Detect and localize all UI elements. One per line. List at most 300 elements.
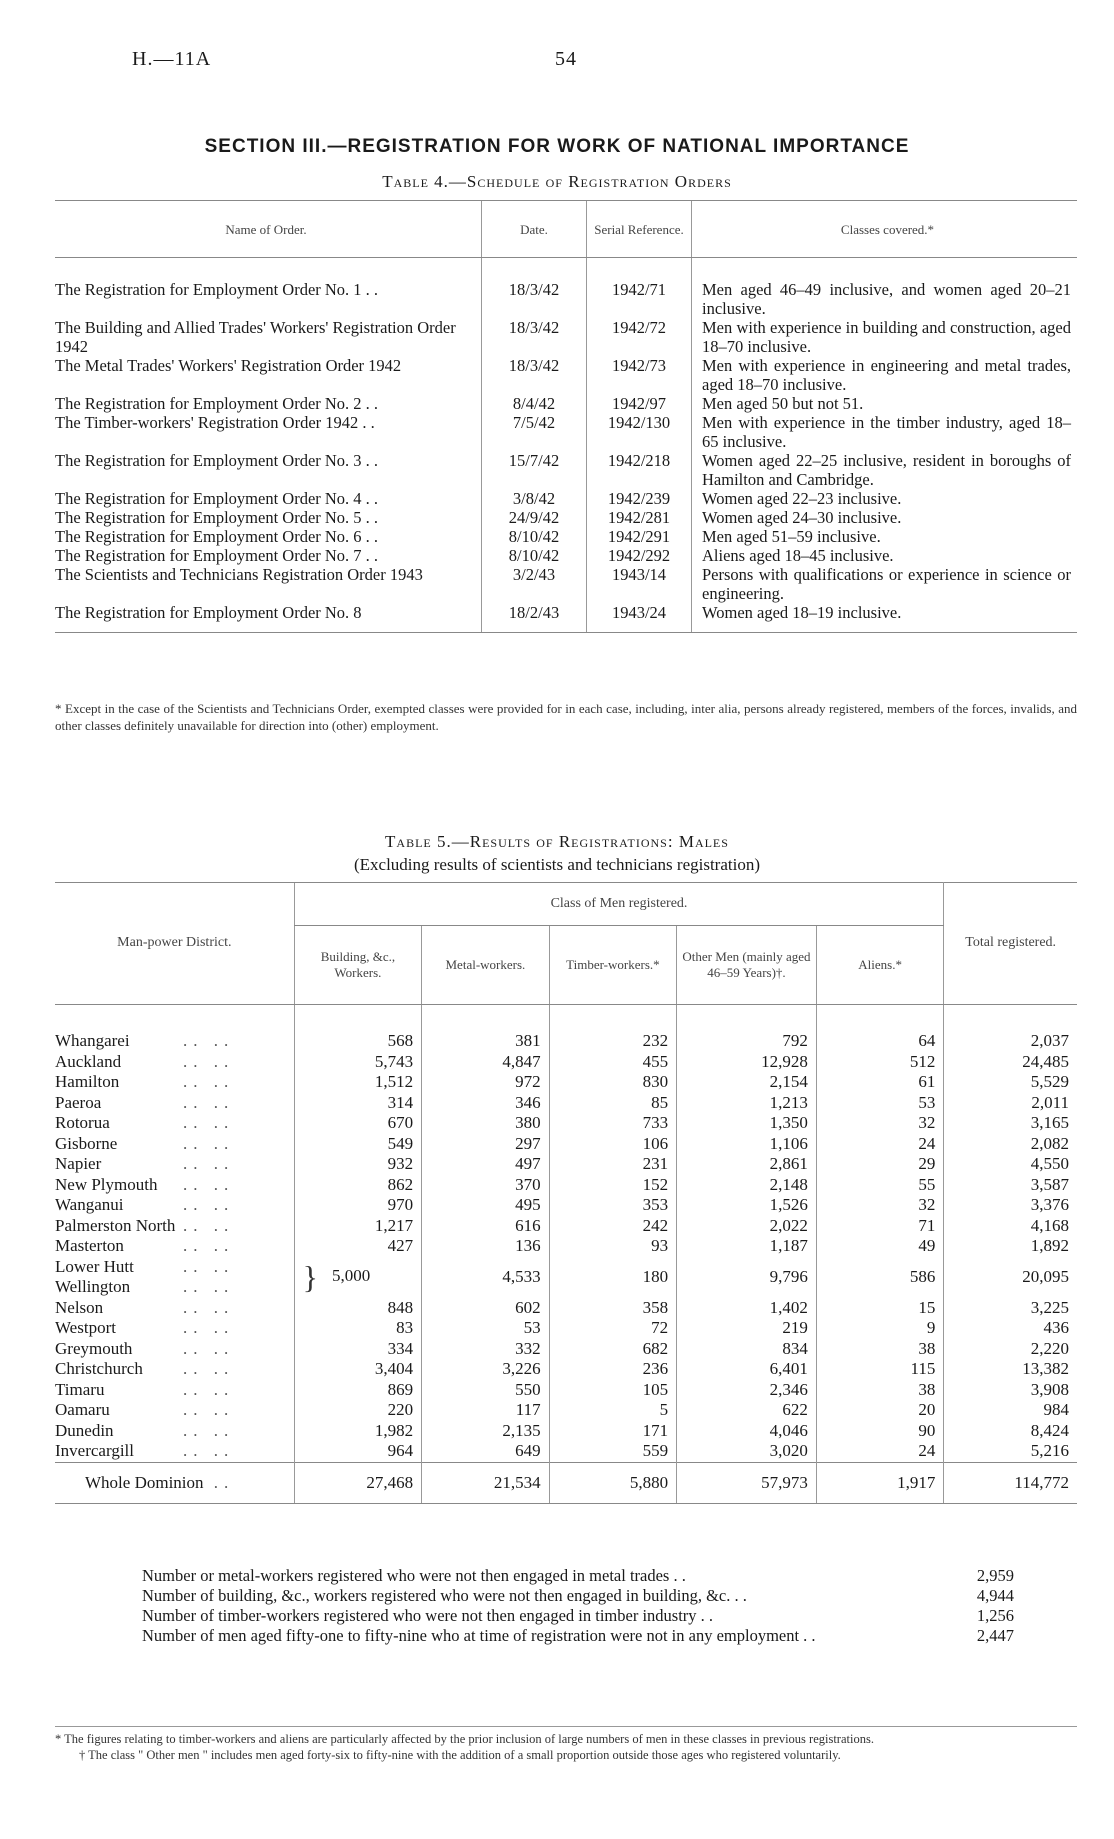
table4-title: Table 4.—Schedule of Registration Orders <box>382 172 732 191</box>
district-cell <box>55 1093 294 1114</box>
other-value: 12,928 <box>677 1052 817 1073</box>
table5-row <box>55 1380 1077 1401</box>
district-name: Masterton <box>55 1236 124 1255</box>
leader-dots: .. .. <box>183 1277 235 1296</box>
timber-value: 353 <box>549 1195 676 1216</box>
timber-value: 85 <box>549 1093 676 1114</box>
timber-value: 171 <box>549 1421 676 1442</box>
table5-col-timber: Timber-workers.* <box>549 926 676 1005</box>
total-value: 3,587 <box>944 1175 1077 1196</box>
building-value <box>294 1257 421 1298</box>
other-value: 6,401 <box>677 1359 817 1380</box>
metal-value: 3,226 <box>422 1359 549 1380</box>
page-number: 54 <box>555 48 577 70</box>
building-value: 549 <box>294 1134 421 1155</box>
brace-icon: } <box>302 1259 319 1296</box>
timber-value: 733 <box>549 1113 676 1134</box>
table5-footnotes <box>55 1726 1077 1763</box>
timber-total: 5,880 <box>549 1462 676 1504</box>
total-value: 3,165 <box>944 1113 1077 1134</box>
timber-value: 358 <box>549 1298 676 1319</box>
metal-value: 381 <box>422 1005 549 1052</box>
leader-dots: .. .. <box>183 1441 235 1460</box>
leader-dots: .. .. <box>183 1072 235 1091</box>
timber-value: 242 <box>549 1216 676 1237</box>
table5-body <box>55 1005 1077 1504</box>
table4-footnote: * Except in the case of the Scientists and Technicians Order, exempted classes were provided for in each case, including, inter alia, persons already registered, members of the forces, invalids, and other classes definitely unavailable for direction into (other) employment. <box>55 701 1077 733</box>
district-cell <box>55 1005 294 1052</box>
table5-row <box>55 1216 1077 1237</box>
total-value: 2,220 <box>944 1339 1077 1360</box>
order-serial-ref: 1942/72 <box>587 318 692 356</box>
aliens-value: 32 <box>816 1113 943 1134</box>
order-serial-ref: 1942/291 <box>587 527 692 546</box>
other-value: 3,020 <box>677 1441 817 1462</box>
other-value: 1,106 <box>677 1134 817 1155</box>
district-cell <box>55 1236 294 1257</box>
order-serial-ref: 1942/71 <box>587 280 692 318</box>
district-name: New Plymouth <box>55 1174 158 1194</box>
order-serial-ref: 1942/281 <box>587 508 692 527</box>
table4-row <box>55 508 1077 527</box>
summary-note-text: Number of building, &c., workers registered who were not then engaged in building, &c. . . <box>142 1586 747 1605</box>
metal-value: 4,847 <box>422 1052 549 1073</box>
district-name: Dunedin <box>55 1420 114 1440</box>
timber-value: 180 <box>549 1257 676 1298</box>
order-name: The Registration for Employment Order No. 2 . . <box>55 394 379 413</box>
other-total: 57,973 <box>677 1462 817 1504</box>
table5-row <box>55 1134 1077 1155</box>
table5-title: Table 5.—Results of Registrations: Males <box>385 832 729 851</box>
table5-row <box>55 1195 1077 1216</box>
leader-dots: .. .. <box>183 1338 235 1358</box>
table5-header-row-1 <box>55 883 1077 926</box>
table5-row <box>55 1072 1077 1093</box>
building-value: 334 <box>294 1339 421 1360</box>
metal-value: 616 <box>422 1216 549 1237</box>
other-value: 1,402 <box>677 1298 817 1319</box>
district-name-a: Lower Hutt <box>55 1256 134 1276</box>
district-name: Palmerston North <box>55 1215 176 1235</box>
district-name: Paeroa <box>55 1092 102 1112</box>
district-cell <box>55 1195 294 1216</box>
metal-value: 550 <box>422 1380 549 1401</box>
district-name: Nelson <box>55 1297 104 1317</box>
building-total: 27,468 <box>294 1462 421 1504</box>
district-name: Oamaru <box>55 1400 110 1419</box>
building-value: 5,743 <box>294 1052 421 1073</box>
other-value: 1,350 <box>677 1113 817 1134</box>
timber-value: 231 <box>549 1154 676 1175</box>
table5-row <box>55 1318 1077 1339</box>
aliens-value: 15 <box>816 1298 943 1319</box>
total-value: 3,908 <box>944 1380 1077 1401</box>
building-value: 83 <box>294 1318 421 1339</box>
table5-row <box>55 1339 1077 1360</box>
other-value: 1,213 <box>677 1093 817 1114</box>
total-value: 2,011 <box>944 1093 1077 1114</box>
building-value: 862 <box>294 1175 421 1196</box>
total-value: 3,225 <box>944 1298 1077 1319</box>
aliens-value: 32 <box>816 1195 943 1216</box>
table4-row <box>55 489 1077 508</box>
order-classes: Men aged 46–49 inclusive, and women aged 20–21 inclusive. <box>692 280 1078 318</box>
footnote-star: * The figures relating to timber-workers and aliens are particularly affected by the prior inclusion of large numbers of men in these classes in previous registrations. <box>55 1732 874 1746</box>
leader-dots: .. .. <box>183 1031 235 1050</box>
leader-dots: .. .. <box>183 1256 235 1276</box>
table4-row <box>55 565 1077 603</box>
table4-row <box>55 318 1077 356</box>
order-serial-ref: 1942/239 <box>587 489 692 508</box>
leader-dots: .. .. <box>183 1359 235 1378</box>
building-value: 3,404 <box>294 1359 421 1380</box>
order-name: The Timber-workers' Registration Order 1942 . . <box>55 413 375 432</box>
order-classes: Persons with qualifications or experience in science or engineering. <box>692 565 1078 603</box>
table5-row <box>55 1093 1077 1114</box>
total-value: 20,095 <box>944 1257 1077 1298</box>
table5-col-total: Total registered. <box>944 883 1077 1005</box>
order-classes: Women aged 24–30 inclusive. <box>692 508 1078 527</box>
total-value: 4,168 <box>944 1216 1077 1237</box>
metal-value: 602 <box>422 1298 549 1319</box>
order-date: 3/8/42 <box>482 489 587 508</box>
summary-note-text: Number of men aged fifty-one to fifty-nine who at time of registration were not in any employment . . <box>142 1626 816 1645</box>
timber-value: 830 <box>549 1072 676 1093</box>
total-value: 24,485 <box>944 1052 1077 1073</box>
district-name: Whole Dominion <box>85 1472 204 1492</box>
metal-value: 2,135 <box>422 1421 549 1442</box>
leader-dots: .. .. <box>183 1236 235 1255</box>
district-cell <box>55 1134 294 1155</box>
total-value: 2,082 <box>944 1134 1077 1155</box>
order-classes: Women aged 22–25 inclusive, resident in boroughs of Hamilton and Cambridge. <box>692 451 1078 489</box>
district-cell <box>55 1380 294 1401</box>
total-value: 2,037 <box>944 1005 1077 1052</box>
order-serial-ref: 1942/218 <box>587 451 692 489</box>
building-value: 869 <box>294 1380 421 1401</box>
district-name: Auckland <box>55 1051 122 1071</box>
table5-col-group: Class of Men registered. <box>294 883 944 926</box>
district-cell <box>55 1052 294 1073</box>
district-name: Invercargill <box>55 1441 134 1460</box>
leader-dots: .. <box>203 1472 235 1492</box>
other-value: 2,861 <box>677 1154 817 1175</box>
district-name: Wanganui <box>55 1195 124 1214</box>
total-total: 114,772 <box>944 1462 1077 1504</box>
order-date: 7/5/42 <box>482 413 587 451</box>
aliens-value: 49 <box>816 1236 943 1257</box>
summary-note-text: Number of timber-workers registered who were not then engaged in timber industry . . <box>142 1606 714 1625</box>
total-value: 984 <box>944 1400 1077 1421</box>
timber-value: 559 <box>549 1441 676 1462</box>
order-classes: Men with experience in the timber industry, aged 18–65 inclusive. <box>692 413 1078 451</box>
district-cell <box>55 1359 294 1380</box>
table5-row <box>55 1175 1077 1196</box>
timber-value: 106 <box>549 1134 676 1155</box>
summary-note-value: 2,447 <box>976 1626 1014 1645</box>
section-title: SECTION III.—REGISTRATION FOR WORK OF NATIONAL IMPORTANCE <box>204 136 910 157</box>
document-reference: H.—11A <box>132 48 212 70</box>
district-name: Timaru <box>55 1379 105 1399</box>
other-value: 2,346 <box>677 1380 817 1401</box>
metal-value: 380 <box>422 1113 549 1134</box>
table4-col-name: Name of Order. <box>55 201 482 258</box>
district-cell <box>55 1175 294 1196</box>
building-value: 427 <box>294 1236 421 1257</box>
other-value: 219 <box>677 1318 817 1339</box>
district-name: Gisborne <box>55 1133 118 1153</box>
table4-col-classes: Classes covered.* <box>692 201 1078 258</box>
table5-row <box>55 1154 1077 1175</box>
order-classes: Women aged 22–23 inclusive. <box>692 489 1078 508</box>
other-value: 9,796 <box>677 1257 817 1298</box>
table5-row <box>55 1421 1077 1442</box>
other-value: 2,022 <box>677 1216 817 1237</box>
table4-row <box>55 280 1077 318</box>
leader-dots: .. .. <box>183 1215 235 1235</box>
metal-value: 346 <box>422 1093 549 1114</box>
other-value: 834 <box>677 1339 817 1360</box>
table4-col-date: Date. <box>482 201 587 258</box>
order-name: The Metal Trades' Workers' Registration Order 1942 <box>55 356 402 375</box>
footnote-dagger: † The class " Other men " includes men aged forty-six to fifty-nine with the addition of a small proportion outside those ages who registered voluntarily. <box>79 1748 841 1762</box>
order-classes: Men aged 50 but not 51. <box>692 394 1078 413</box>
summary-note <box>142 1606 1014 1626</box>
timber-value: 232 <box>549 1005 676 1052</box>
order-serial-ref: 1942/292 <box>587 546 692 565</box>
timber-value: 5 <box>549 1400 676 1421</box>
leader-dots: .. .. <box>183 1379 235 1399</box>
table4-row <box>55 546 1077 565</box>
table4-row <box>55 451 1077 489</box>
timber-value: 236 <box>549 1359 676 1380</box>
metal-value: 495 <box>422 1195 549 1216</box>
summary-notes <box>142 1566 1014 1646</box>
table5-col-aliens: Aliens.* <box>816 926 943 1005</box>
order-date: 8/10/42 <box>482 527 587 546</box>
leader-dots: .. .. <box>183 1154 235 1173</box>
order-name: The Scientists and Technicians Registration Order 1943 <box>55 565 423 584</box>
table4-body <box>55 258 1077 633</box>
table5-registration-results <box>55 882 1077 1504</box>
district-cell <box>55 1154 294 1175</box>
table4-row <box>55 603 1077 633</box>
district-cell <box>55 1400 294 1421</box>
table5-row <box>55 1441 1077 1462</box>
building-value: 1,982 <box>294 1421 421 1442</box>
combined-value: 5,000 <box>332 1266 371 1286</box>
table5-row <box>55 1236 1077 1257</box>
table5-row <box>55 1005 1077 1052</box>
table5-row-combined <box>55 1257 1077 1298</box>
other-value: 1,187 <box>677 1236 817 1257</box>
aliens-value: 20 <box>816 1400 943 1421</box>
order-classes: Men aged 51–59 inclusive. <box>692 527 1078 546</box>
district-name: Rotorua <box>55 1113 110 1132</box>
table4-row <box>55 356 1077 394</box>
aliens-value: 38 <box>816 1339 943 1360</box>
total-value: 13,382 <box>944 1359 1077 1380</box>
table4-col-ref: Serial Reference. <box>587 201 692 258</box>
other-value: 622 <box>677 1400 817 1421</box>
order-serial-ref: 1942/130 <box>587 413 692 451</box>
metal-value: 4,533 <box>422 1257 549 1298</box>
aliens-value: 53 <box>816 1093 943 1114</box>
order-name: The Registration for Employment Order No. 7 . . <box>55 546 379 565</box>
summary-note <box>142 1626 1014 1646</box>
district-cell <box>55 1298 294 1319</box>
order-serial-ref: 1943/24 <box>587 603 692 633</box>
aliens-value: 55 <box>816 1175 943 1196</box>
order-date: 18/3/42 <box>482 318 587 356</box>
leader-dots: .. .. <box>183 1400 235 1419</box>
summary-note-value: 4,944 <box>976 1586 1014 1605</box>
table5-row <box>55 1052 1077 1073</box>
district-name: Greymouth <box>55 1338 133 1358</box>
metal-value: 136 <box>422 1236 549 1257</box>
summary-note <box>142 1586 1014 1606</box>
metal-value: 53 <box>422 1318 549 1339</box>
leader-dots: .. .. <box>183 1297 235 1317</box>
total-value: 3,376 <box>944 1195 1077 1216</box>
table5-row-total <box>55 1462 1077 1504</box>
order-serial-ref: 1942/97 <box>587 394 692 413</box>
metal-value: 297 <box>422 1134 549 1155</box>
table4-spacer <box>55 258 1077 281</box>
district-name: Napier <box>55 1154 102 1173</box>
district-name <box>55 1257 286 1278</box>
building-value: 670 <box>294 1113 421 1134</box>
order-name: The Registration for Employment Order No. 6 . . <box>55 527 379 546</box>
order-date: 18/2/43 <box>482 603 587 633</box>
timber-value: 682 <box>549 1339 676 1360</box>
leader-dots: .. .. <box>183 1420 235 1440</box>
order-date: 8/4/42 <box>482 394 587 413</box>
total-value: 436 <box>944 1318 1077 1339</box>
district-cell <box>55 1462 294 1504</box>
total-value: 4,550 <box>944 1154 1077 1175</box>
total-value: 5,216 <box>944 1441 1077 1462</box>
metal-value: 117 <box>422 1400 549 1421</box>
timber-value: 105 <box>549 1380 676 1401</box>
district-cell <box>55 1072 294 1093</box>
district-name: Whangarei <box>55 1031 130 1050</box>
order-name: The Registration for Employment Order No. 8 <box>55 603 482 633</box>
aliens-value: 29 <box>816 1154 943 1175</box>
leader-dots: .. .. <box>183 1174 235 1194</box>
table4-header-row <box>55 201 1077 258</box>
leader-dots: .. .. <box>183 1195 235 1214</box>
summary-note-value: 2,959 <box>976 1566 1014 1585</box>
aliens-value: 64 <box>816 1005 943 1052</box>
leader-dots: .. .. <box>183 1051 235 1071</box>
aliens-value: 512 <box>816 1052 943 1073</box>
aliens-value: 71 <box>816 1216 943 1237</box>
other-value: 2,148 <box>677 1175 817 1196</box>
metal-value: 649 <box>422 1441 549 1462</box>
metal-value: 370 <box>422 1175 549 1196</box>
order-classes: Aliens aged 18–45 inclusive. <box>692 546 1078 565</box>
timber-value: 93 <box>549 1236 676 1257</box>
aliens-value: 38 <box>816 1380 943 1401</box>
leader-dots: .. .. <box>183 1318 235 1337</box>
leader-dots: .. .. <box>183 1133 235 1153</box>
table4-row <box>55 527 1077 546</box>
order-name: The Registration for Employment Order No. 5 . . <box>55 508 379 527</box>
order-name: The Registration for Employment Order No. 3 . . <box>55 451 379 470</box>
table5-col-other: Other Men (mainly aged 46–59 Years)†. <box>677 926 817 1005</box>
district-cell <box>55 1216 294 1237</box>
building-value: 932 <box>294 1154 421 1175</box>
aliens-value: 9 <box>816 1318 943 1339</box>
district-cell <box>55 1421 294 1442</box>
order-classes: Men with experience in engineering and metal trades, aged 18–70 inclusive. <box>692 356 1078 394</box>
building-value: 964 <box>294 1441 421 1462</box>
order-date: 18/3/42 <box>482 356 587 394</box>
aliens-value: 24 <box>816 1134 943 1155</box>
order-date: 18/3/42 <box>482 280 587 318</box>
aliens-total: 1,917 <box>816 1462 943 1504</box>
other-value: 792 <box>677 1005 817 1052</box>
total-value: 1,892 <box>944 1236 1077 1257</box>
total-value: 8,424 <box>944 1421 1077 1442</box>
summary-note-value: 1,256 <box>976 1606 1014 1625</box>
district-name: Hamilton <box>55 1072 120 1091</box>
aliens-value: 115 <box>816 1359 943 1380</box>
order-name: The Registration for Employment Order No. 4 . . <box>55 489 379 508</box>
building-value: 1,217 <box>294 1216 421 1237</box>
building-value: 848 <box>294 1298 421 1319</box>
metal-value: 972 <box>422 1072 549 1093</box>
table5-subtitle: (Excluding results of scientists and technicians registration) <box>353 855 760 874</box>
order-serial-ref: 1942/73 <box>587 356 692 394</box>
leader-dots: .. .. <box>183 1113 235 1132</box>
table5-row <box>55 1298 1077 1319</box>
total-value: 5,529 <box>944 1072 1077 1093</box>
order-date: 24/9/42 <box>482 508 587 527</box>
district-cell <box>55 1318 294 1339</box>
metal-value: 497 <box>422 1154 549 1175</box>
table5-col-building: Building, &c., Workers. <box>294 926 421 1005</box>
timber-value: 152 <box>549 1175 676 1196</box>
district-name <box>55 1277 286 1298</box>
order-date: 3/2/43 <box>482 565 587 603</box>
building-value: 1,512 <box>294 1072 421 1093</box>
order-name: The Registration for Employment Order No. 1 . . <box>55 280 379 299</box>
building-value: 568 <box>294 1005 421 1052</box>
order-date: 15/7/42 <box>482 451 587 489</box>
order-name: The Building and Allied Trades' Workers' Registration Order 1942 <box>55 318 456 356</box>
table5-row <box>55 1113 1077 1134</box>
other-value: 1,526 <box>677 1195 817 1216</box>
district-cell <box>55 1113 294 1134</box>
aliens-value: 61 <box>816 1072 943 1093</box>
summary-note-text: Number or metal-workers registered who were not then engaged in metal trades . . <box>142 1566 686 1585</box>
building-value: 970 <box>294 1195 421 1216</box>
other-value: 4,046 <box>677 1421 817 1442</box>
building-value: 314 <box>294 1093 421 1114</box>
order-classes: Men with experience in building and construction, aged 18–70 inclusive. <box>692 318 1078 356</box>
district-name-b: Wellington <box>55 1277 131 1296</box>
aliens-value: 586 <box>816 1257 943 1298</box>
district-cell <box>55 1441 294 1462</box>
table4-row <box>55 394 1077 413</box>
order-date: 8/10/42 <box>482 546 587 565</box>
table5-row <box>55 1359 1077 1380</box>
aliens-value: 24 <box>816 1441 943 1462</box>
summary-note <box>142 1566 1014 1586</box>
district-cell <box>55 1339 294 1360</box>
